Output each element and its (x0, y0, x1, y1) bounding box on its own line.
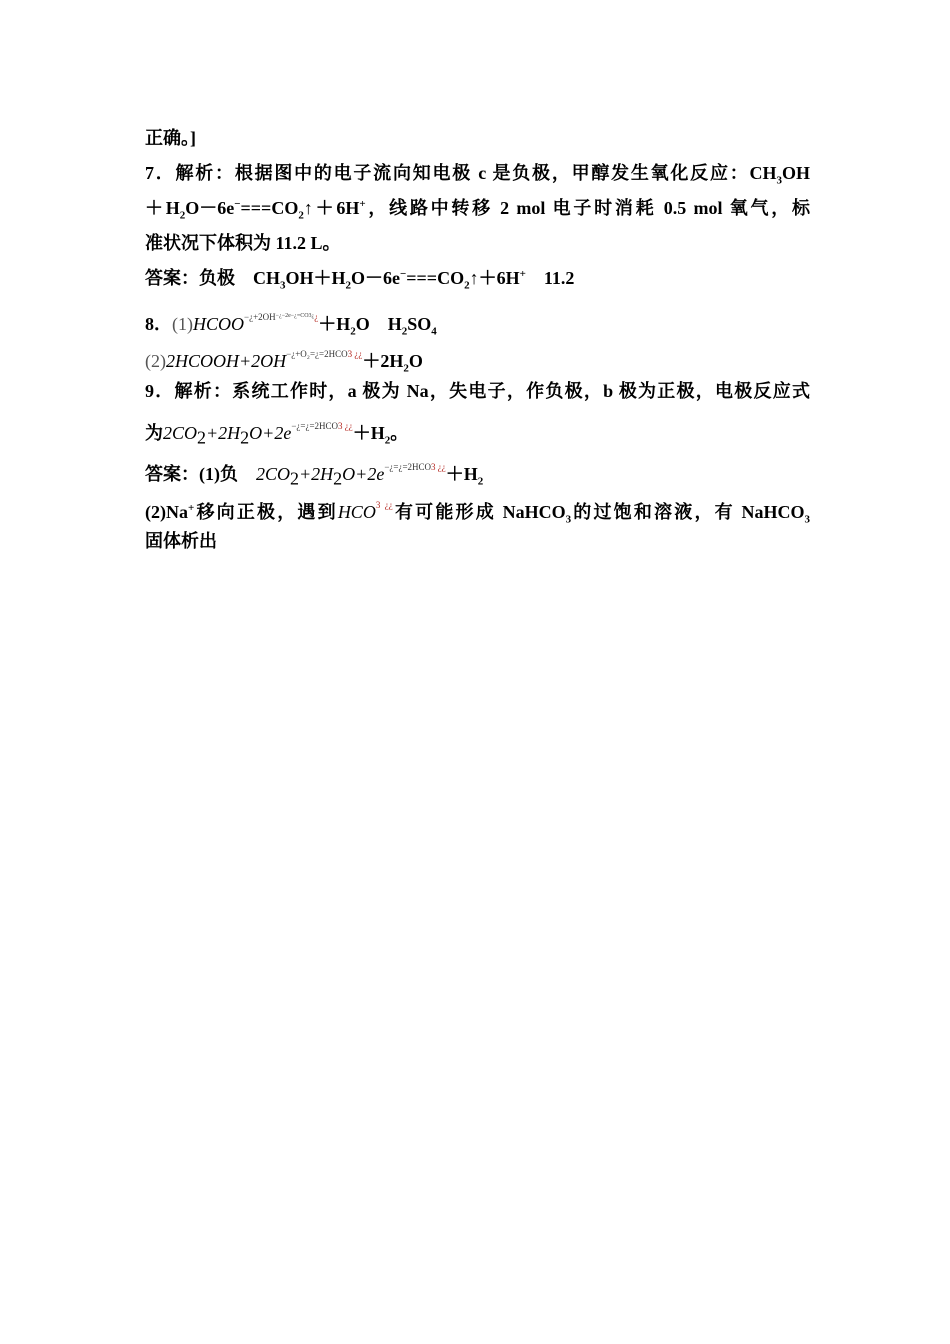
equation-1: HCOO (193, 314, 245, 334)
answer-7: 答案：负极 $CH_3OH+H_2O-6e^-===CO_2↑+6H^+$ 11.2 (145, 268, 575, 292)
answer-label: 答案： (145, 268, 199, 288)
q7-label: 7．解析： (145, 163, 235, 183)
q7-line-1: 7．解析：根据图中的电子流向知电极 c 是负极，甲醇发生氧化反应：$CH_3OH$ (145, 163, 810, 187)
q7-line-3: 准状况下体积为 11.2 L。 (145, 233, 341, 253)
q7-text-a: 根据图中的电子流向知电极 c 是负极，甲醇发生氧化反应：CH (234, 163, 777, 183)
q8-line-2: $(2)2HCOOH+2OH^{-¿+O_2=¿=2HCO3 ¿¿}+2H_2O$ (145, 349, 423, 375)
equation-4: 2CO (256, 464, 291, 484)
q8-line-1: 8．$(1)HCOO^{-¿+2OH-¿-2e-¿=CO3¿¿}+H_2O$ $H_2SO_4$ (145, 312, 437, 338)
equation-2: 2HCOOH+2OH (166, 351, 287, 371)
answer-9-part-2-line-1: (2)Na+移向正极，遇到$HCO^{3 ¿¿}$有可能形成 NaHCO$_3$的过饱和溶液，有 NaHCO$_3$ (145, 500, 811, 526)
q9-line-1: 9．解析：系统工作时，a 极为 Na，失电子，作负极，b 极为正极，电极反应式 (145, 381, 810, 401)
text-correct: 正确。] (145, 128, 196, 148)
equation-3: 2CO (163, 423, 198, 443)
q7-line-2: $+H_2O-6e^-===CO_2↑+6H^+$，线路中转移 2 mol 电子时消耗 0.5 mol 氧气，标 (145, 198, 810, 222)
q9-line-2: 为$2CO_2+2H_2O+2e^{-¿=¿=2HCO3 ¿¿}+H_2$。 (145, 421, 409, 448)
equation-5: HCO (337, 502, 376, 522)
line-1 (145, 126, 810, 150)
answer-9-part-2-line-2: 固体析出 (145, 531, 217, 551)
answer-9: 答案：(1)负 $2CO_2+2H_2O+2e^{-¿=¿=2HCO3 ¿¿}+H_2$ (145, 462, 484, 489)
